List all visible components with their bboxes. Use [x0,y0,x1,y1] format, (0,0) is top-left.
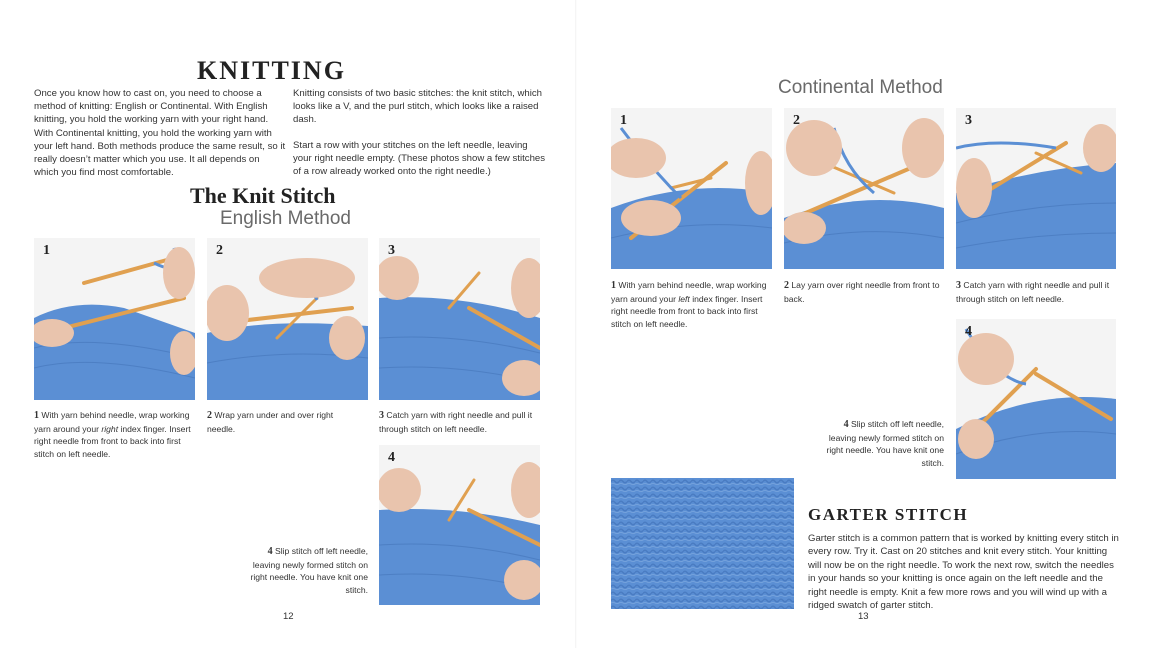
photo-english-step-4 [379,445,540,605]
page-title: KNITTING [197,56,346,85]
page-number-left: 12 [283,611,294,622]
caption-emphasis: right [101,423,119,434]
caption-continental-step-2 [784,279,944,305]
caption-continental-step-4 [822,418,944,469]
caption-text: With yarn behind needle, wrap working yarn around your [34,410,190,434]
step-number: 4 [965,324,972,339]
caption-text: Slip stitch off left needle, leaving newly formed stitch on right needle. You have knit one stitch. [826,419,944,468]
caption-number: 2 [207,410,212,421]
intro-column-2 [293,87,547,178]
garter-stitch-title: GARTER STITCH [808,505,969,524]
photo-english-step-2 [207,238,368,400]
garter-stitch-text: Garter stitch is a common pattern that is worked by knitting every stitch in every row. Try it. Cast on 20 stitches and knit every stitch. Your knitting will now be on the right needle. To work the next row, switch the needles in your hands so your knitting is once again on the left needle and the right needle is empty. Knit a few more rows and you will wind up with a ridged swatch of garter stitch. [808,533,1119,612]
photo-english-step-3 [379,238,540,400]
photo-garter-swatch [611,478,794,609]
intro-paragraph-2: Start a row with your stitches on the left needle, leaving your right needle empty. (These photos show a few stitches of a row already worked onto the right needle.) [293,139,546,178]
caption-text: With yarn behind needle, wrap working yarn around your [611,280,767,304]
caption-text: Lay yarn over right needle from front to back. [784,280,940,304]
caption-number: 1 [34,410,39,421]
section-heading: The Knit Stitch [190,183,336,208]
caption-number: 1 [611,280,616,291]
caption-text: Slip stitch off left needle, leaving newly formed stitch on right needle. You have knit one stitch. [250,546,368,595]
step-number: 1 [43,243,50,258]
caption-english-step-2 [207,409,357,435]
caption-emphasis: left [678,293,690,304]
caption-english-step-4 [246,545,368,596]
step-number: 2 [793,113,800,128]
photo-english-step-1 [34,238,195,400]
caption-number: 4 [843,419,849,430]
caption-english-step-3 [379,409,541,435]
caption-number: 3 [956,280,961,291]
step-number: 2 [216,243,223,258]
step-number: 1 [620,113,627,128]
page-number-right: 13 [858,611,869,622]
photo-continental-step-1 [611,108,772,269]
caption-text: Wrap yarn under and over right needle. [207,410,334,434]
caption-text-cont: index finger. Insert right needle from front to back into first stitch on left needle. [34,423,191,459]
photo-continental-step-2 [784,108,944,269]
caption-continental-step-3 [956,279,1116,305]
caption-english-step-1 [34,409,199,460]
caption-text-cont: index finger. Insert right needle from front to back into first stitch on left needle. [611,293,763,329]
step-number: 3 [388,243,395,258]
step-number: 4 [388,450,395,465]
section-subheading-continental: Continental Method [778,77,943,98]
caption-text: Catch yarn with right needle and pull it through stitch on left needle. [379,410,533,434]
page-gutter [575,0,577,648]
photo-continental-step-4 [956,319,1116,479]
section-subheading-english: English Method [220,208,351,229]
caption-number: 3 [379,410,384,421]
caption-number: 4 [267,546,273,557]
intro-paragraph-1: Knitting consists of two basic stitches: the knit stitch, which looks like a V, and the purl stitch, which looks like a raised dash. [293,88,543,126]
caption-continental-step-1 [611,279,776,330]
caption-text: Catch yarn with right needle and pull it through stitch on left needle. [956,280,1110,304]
caption-number: 2 [784,280,789,291]
intro-column-1: Once you know how to cast on, you need to choose a method of knitting: English or Continental. With English knitting, you hold the working yarn with your right hand. With Continental knitting, you hold the working yarn with your left hand. Both methods produce the same result, so it really doesn’t matter which you use. It all depends on which you find most comfortable. [34,88,286,179]
step-number: 3 [965,113,972,128]
photo-continental-step-3 [956,108,1116,269]
